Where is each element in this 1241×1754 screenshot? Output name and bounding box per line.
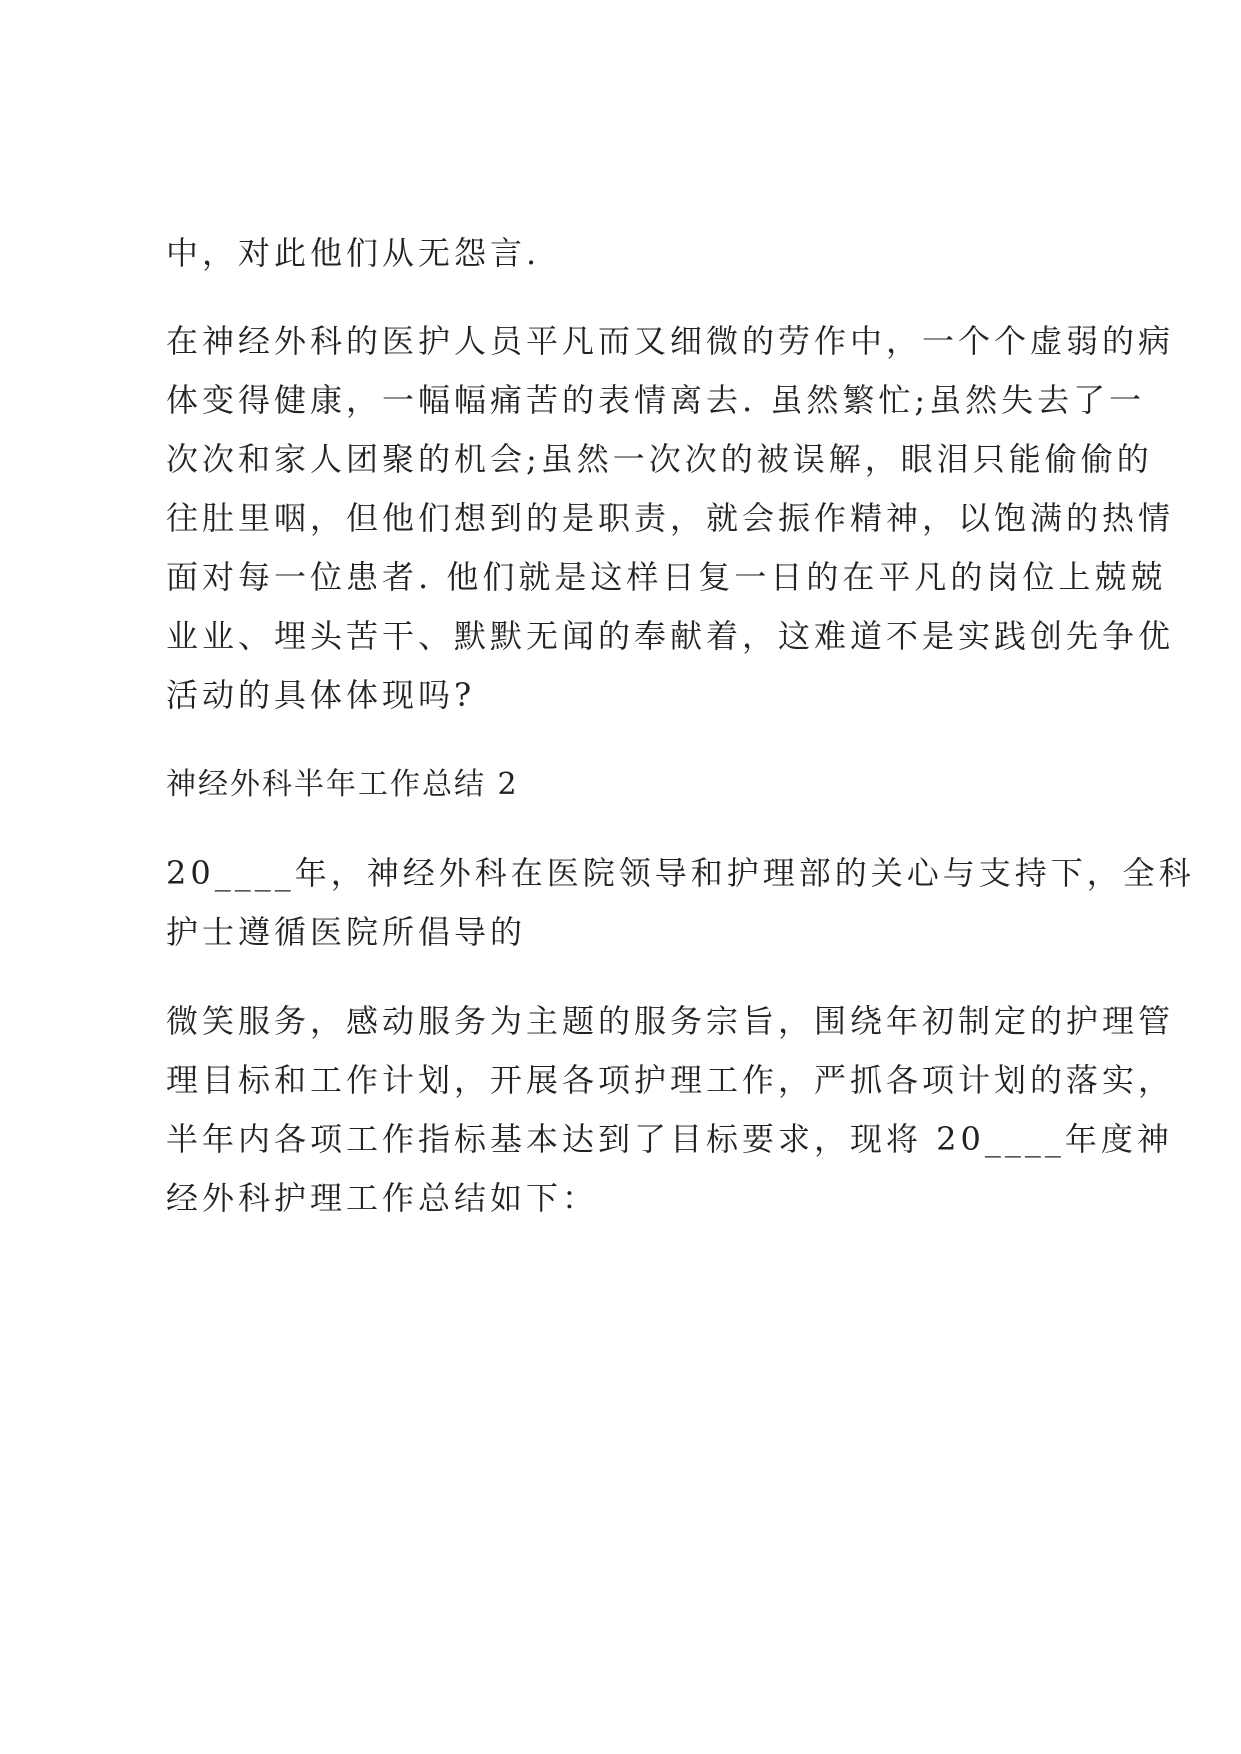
text-line: 中，对此他们从无怨言. <box>166 234 541 272</box>
text-line: 活动的具体体现吗? <box>166 676 476 714</box>
text-line: 往肚里咽，但他们想到的是职责，就会振作精神，以饱满的热情 <box>166 499 1175 537</box>
text-line: 次次和家人团聚的机会;虽然一次次的被误解，眼泪只能偷偷的 <box>166 440 1153 478</box>
text-line: 微笑服务，感动服务为主题的服务宗旨，围绕年初制定的护理管 <box>166 1002 1175 1040</box>
text-line: 业业、埋头苦干、默默无闻的奉献着，这难道不是实践创先争优 <box>166 617 1175 655</box>
text-line: 护士遵循医院所倡导的 <box>166 913 527 951</box>
text-line: 面对每一位患者. 他们就是这样日复一日的在平凡的岗位上兢兢 <box>166 558 1167 596</box>
text-line: 在神经外科的医护人员平凡而又细微的劳作中，一个个虚弱的病 <box>166 322 1175 360</box>
text-line: 体变得健康，一幅幅痛苦的表情离去. 虽然繁忙;虽然失去了一 <box>166 381 1146 419</box>
text-line: 20____年，神经外科在医院领导和护理部的关心与支持下，全科 <box>166 854 1195 892</box>
text-line: 半年内各项工作指标基本达到了目标要求，现将 20____年度神 <box>166 1120 1173 1158</box>
section-heading: 神经外科半年工作总结 2 <box>166 767 519 802</box>
text-line: 理目标和工作计划，开展各项护理工作，严抓各项计划的落实， <box>166 1061 1175 1099</box>
text-line: 经外科护理工作总结如下： <box>166 1179 599 1217</box>
